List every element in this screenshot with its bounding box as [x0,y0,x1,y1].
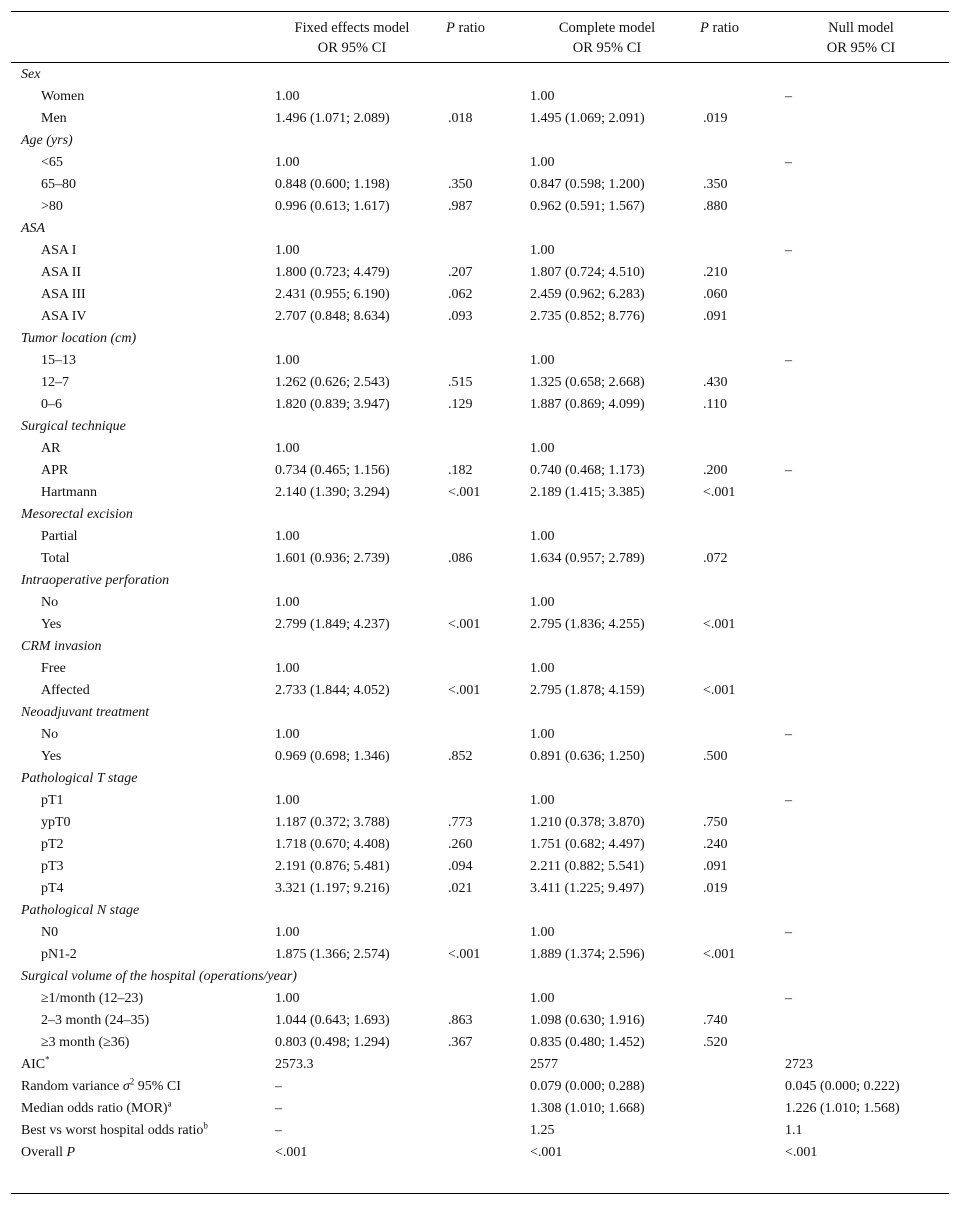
table-row [11,306,949,328]
fixed-effects-p: <.001 [448,947,481,962]
table-row [11,746,949,768]
row-label: Partial [41,529,78,544]
stat-label-text: Overall [21,1145,67,1160]
complete-model-p: .060 [703,287,728,302]
fixed-effects-or: 0.734 (0.465; 1.156) [275,463,390,478]
category-row [11,768,949,790]
fixed-effects-or: 1.00 [275,661,300,676]
table-row [11,372,949,394]
fixed-effects-or: 1.601 (0.936; 2.739) [275,551,390,566]
complete-model-p: .430 [703,375,728,390]
table-row [11,790,949,812]
table-row [11,680,949,702]
null-model-or: – [785,991,792,1006]
complete-model-p: .880 [703,199,728,214]
fixed-effects-or: 0.969 (0.698; 1.346) [275,749,390,764]
table-row [11,86,949,108]
table-row [11,240,949,262]
row-label: ≥1/month (12–23) [41,991,144,1006]
complete-model-or: 2577 [530,1057,558,1072]
complete-model-p: .210 [703,265,728,280]
row-label: pT4 [41,881,64,896]
complete-model-p: <.001 [703,617,736,632]
complete-model-p: .019 [703,881,728,896]
null-model-or: 1.1 [785,1123,803,1138]
complete-model-or: 1.495 (1.069; 2.091) [530,111,645,126]
fixed-effects-or: – [275,1079,282,1094]
table-row [11,196,949,218]
row-label: Free [41,661,66,676]
fixed-effects-p: .987 [448,199,473,214]
row-label: pT2 [41,837,64,852]
table-row [11,658,949,680]
table-row [11,614,949,636]
fixed-effects-or: 2.799 (1.849; 4.237) [275,617,390,632]
table-row [11,1032,949,1054]
header-p-italic: P [700,20,709,36]
header-fixed-effects-line2: OR 95% CI [317,40,387,56]
complete-model-or: 1.00 [530,595,555,610]
complete-model-or: 2.795 (1.878; 4.159) [530,683,645,698]
fixed-effects-p: .094 [448,859,473,874]
category-row [11,900,949,922]
row-label: 0–6 [41,397,62,412]
fixed-effects-p: .350 [448,177,473,192]
fixed-effects-or: 1.00 [275,155,300,170]
complete-model-or: 0.847 (0.598; 1.200) [530,177,645,192]
statistic-row [11,1076,949,1098]
fixed-effects-p: .260 [448,837,473,852]
table-row [11,988,949,1010]
table-row [11,284,949,306]
fixed-effects-p: .129 [448,397,473,412]
stat-label [21,1120,208,1142]
table-row [11,108,949,130]
complete-model-or: 2.735 (0.852; 8.776) [530,309,645,324]
row-label: Total [41,551,70,566]
complete-model-or: 1.00 [530,661,555,676]
complete-model-or: <.001 [530,1145,563,1160]
header-complete-line2: OR 95% CI [572,40,642,56]
table-row [11,944,949,966]
category-label: Mesorectal excision [21,507,133,522]
null-model-or: – [785,793,792,808]
fixed-effects-p: .018 [448,111,473,126]
category-label: Age (yrs) [21,133,73,148]
table-row [11,350,949,372]
fixed-effects-p: .515 [448,375,473,390]
category-label: Tumor location (cm) [21,331,137,346]
complete-model-p: .500 [703,749,728,764]
fixed-effects-or: 2573.3 [275,1057,314,1072]
category-label: Sex [21,67,41,82]
statistic-row [11,1142,949,1164]
category-label: Neoadjuvant treatment [21,705,150,720]
complete-model-or: 1.00 [530,925,555,940]
fixed-effects-or: 1.718 (0.670; 4.408) [275,837,390,852]
stat-label-text: AIC [21,1057,46,1072]
complete-model-or: 2.459 (0.962; 6.283) [530,287,645,302]
fixed-effects-or: 1.00 [275,991,300,1006]
header-null-model [781,18,941,58]
fixed-effects-or: 0.996 (0.613; 1.617) [275,199,390,214]
row-label: APR [41,463,69,478]
fixed-effects-or: 1.00 [275,529,300,544]
fixed-effects-p: .863 [448,1013,473,1028]
complete-model-or: 2.189 (1.415; 3.385) [530,485,645,500]
row-label: pN1-2 [41,947,77,962]
fixed-effects-p: .086 [448,551,473,566]
complete-model-p: .350 [703,177,728,192]
null-model-or: – [785,727,792,742]
fixed-effects-p: .207 [448,265,473,280]
table-row [11,812,949,834]
complete-model-p: .750 [703,815,728,830]
header-fixed-effects [272,18,432,58]
table-row [11,460,949,482]
complete-model-or: 1.00 [530,727,555,742]
row-label: No [41,595,59,610]
category-label: CRM invasion [21,639,102,654]
row-label: 65–80 [41,177,76,192]
complete-model-or: 2.211 (0.882; 5.541) [530,859,645,874]
stat-label-rest: 95% CI [134,1079,181,1094]
table-row [11,592,949,614]
header-p-rest: ratio [708,20,740,36]
category-row [11,966,949,988]
table-row [11,856,949,878]
footnote-marker: a [167,1098,172,1109]
header-p-rest: ratio [454,20,486,36]
complete-model-or: 1.00 [530,353,555,368]
fixed-effects-or: 1.262 (0.626; 2.543) [275,375,390,390]
fixed-effects-or: 2.431 (0.955; 6.190) [275,287,390,302]
complete-model-or: 1.210 (0.378; 3.870) [530,815,645,830]
null-model-or: <.001 [785,1145,818,1160]
complete-model-p: .520 [703,1035,728,1050]
category-row [11,636,949,658]
complete-model-or: 1.00 [530,529,555,544]
null-model-or: – [785,155,792,170]
fixed-effects-or: 1.00 [275,441,300,456]
row-label: Women [41,89,85,104]
complete-model-or: 0.740 (0.468; 1.173) [530,463,645,478]
table-row [11,922,949,944]
header-null-line2: OR 95% CI [826,40,896,56]
stat-label-text: Best vs worst hospital odds ratio [21,1123,204,1138]
category-label: ASA [21,221,46,236]
fixed-effects-or: 0.848 (0.600; 1.198) [275,177,390,192]
complete-model-or: 2.795 (1.836; 4.255) [530,617,645,632]
table-bottom-rule [11,1193,949,1194]
complete-model-p: .019 [703,111,728,126]
fixed-effects-p: .773 [448,815,473,830]
complete-model-or: 3.411 (1.225; 9.497) [530,881,645,896]
fixed-effects-or: 1.187 (0.372; 3.788) [275,815,390,830]
row-label: ASA III [41,287,86,302]
fixed-effects-p: .367 [448,1035,473,1050]
sigma-symbol: σ [122,1079,130,1094]
row-label: ASA IV [41,309,87,324]
row-label: Yes [41,617,62,632]
row-label: No [41,727,59,742]
fixed-effects-or: 1.00 [275,595,300,610]
fixed-effects-p: .021 [448,881,473,896]
category-row [11,504,949,526]
fixed-effects-p: .062 [448,287,473,302]
fixed-effects-or: 2.140 (1.390; 3.294) [275,485,390,500]
fixed-effects-or: 1.800 (0.723; 4.479) [275,265,390,280]
row-label: pT3 [41,859,64,874]
complete-model-p: <.001 [703,947,736,962]
row-label: 15–13 [41,353,76,368]
row-label: Affected [41,683,90,698]
row-label: <65 [41,155,63,170]
category-label: Intraoperative perforation [21,573,170,588]
stat-label-text: Median odds ratio (MOR) [21,1101,168,1116]
row-label: ≥3 month (≥36) [41,1035,130,1050]
complete-model-or: 1.00 [530,793,555,808]
null-model-or: – [785,243,792,258]
header-p-ratio-2 [700,18,770,38]
fixed-effects-or: 0.803 (0.498; 1.294) [275,1035,390,1050]
row-label: ASA II [41,265,82,280]
category-row [11,702,949,724]
complete-model-or: 1.308 (1.010; 1.668) [530,1101,645,1116]
table-row [11,526,949,548]
stat-label [21,1076,181,1098]
category-row [11,64,949,86]
complete-model-or: 1.634 (0.957; 2.789) [530,551,645,566]
category-row [11,570,949,592]
fixed-effects-p: <.001 [448,617,481,632]
fixed-effects-p: .182 [448,463,473,478]
row-label: ypT0 [41,815,71,830]
complete-model-p: .200 [703,463,728,478]
fixed-effects-or: – [275,1101,282,1116]
header-p-ratio-1 [446,18,516,38]
complete-model-or: 0.962 (0.591; 1.567) [530,199,645,214]
table-row [11,1010,949,1032]
row-label: AR [41,441,61,456]
table-row [11,174,949,196]
row-label: pT1 [41,793,64,808]
null-model-or: – [785,89,792,104]
stat-label [21,1054,50,1076]
complete-model-or: 1.807 (0.724; 4.510) [530,265,645,280]
fixed-effects-or: – [275,1123,282,1138]
statistic-row [11,1054,949,1076]
complete-model-p: .110 [703,397,727,412]
fixed-effects-or: 1.00 [275,793,300,808]
complete-model-or: 1.325 (0.658; 2.668) [530,375,645,390]
complete-model-p: <.001 [703,683,736,698]
italic-p: P [66,1145,76,1160]
row-label: Yes [41,749,62,764]
header-complete-line1: Complete model [558,20,656,36]
category-label: Surgical volume of the hospital (operations/year) [21,969,297,984]
category-row [11,416,949,438]
category-label: Pathological T stage [21,771,138,786]
complete-model-or: 1.887 (0.869; 4.099) [530,397,645,412]
fixed-effects-or: <.001 [275,1145,308,1160]
fixed-effects-p: .852 [448,749,473,764]
table-header-rule [11,62,949,63]
table-row [11,724,949,746]
complete-model-or: 1.00 [530,441,555,456]
category-row [11,328,949,350]
footnote-marker: * [45,1054,50,1065]
complete-model-p: .240 [703,837,728,852]
table-row [11,152,949,174]
complete-model-or: 1.00 [530,155,555,170]
complete-model-p: .091 [703,309,728,324]
fixed-effects-or: 1.044 (0.643; 1.693) [275,1013,390,1028]
table-row [11,834,949,856]
fixed-effects-or: 1.00 [275,243,300,258]
complete-model-p: <.001 [703,485,736,500]
row-label: >80 [41,199,63,214]
null-model-or: – [785,353,792,368]
table-row [11,878,949,900]
row-label: N0 [41,925,59,940]
complete-model-or: 1.098 (0.630; 1.916) [530,1013,645,1028]
row-label: 12–7 [41,375,69,390]
table-row [11,394,949,416]
sigma-superscript: 2 [129,1076,135,1087]
fixed-effects-or: 2.733 (1.844; 4.052) [275,683,390,698]
null-model-or: 0.045 (0.000; 0.222) [785,1079,900,1094]
stat-label-text: Random variance [21,1079,123,1094]
header-fixed-effects-line1: Fixed effects model [294,20,410,36]
fixed-effects-or: 2.707 (0.848; 8.634) [275,309,390,324]
complete-model-p: .072 [703,551,728,566]
null-model-or: 2723 [785,1057,813,1072]
complete-model-or: 0.079 (0.000; 0.288) [530,1079,645,1094]
table-top-rule [11,11,949,12]
category-row [11,218,949,240]
table-row [11,482,949,504]
row-label: ASA I [41,243,77,258]
header-complete-model [527,18,687,58]
complete-model-or: 1.00 [530,243,555,258]
complete-model-or: 1.25 [530,1123,555,1138]
null-model-or: – [785,925,792,940]
complete-model-or: 1.751 (0.682; 4.497) [530,837,645,852]
row-label: Men [41,111,67,126]
fixed-effects-or: 1.00 [275,925,300,940]
complete-model-or: 1.889 (1.374; 2.596) [530,947,645,962]
statistic-row [11,1120,949,1142]
category-row [11,130,949,152]
fixed-effects-or: 2.191 (0.876; 5.481) [275,859,390,874]
null-model-or: 1.226 (1.010; 1.568) [785,1101,900,1116]
fixed-effects-or: 3.321 (1.197; 9.216) [275,881,390,896]
fixed-effects-or: 1.00 [275,727,300,742]
table-row [11,548,949,570]
statistic-row [11,1098,949,1120]
complete-model-or: 1.00 [530,89,555,104]
complete-model-or: 0.891 (0.636; 1.250) [530,749,645,764]
fixed-effects-p: .093 [448,309,473,324]
table-row [11,438,949,460]
null-model-or: – [785,463,792,478]
fixed-effects-p: <.001 [448,485,481,500]
header-null-line1: Null model [828,20,894,36]
table-row [11,262,949,284]
fixed-effects-or: 1.496 (1.071; 2.089) [275,111,390,126]
category-label: Pathological N stage [21,903,140,918]
row-label: 2–3 month (24–35) [41,1013,150,1028]
category-label: Surgical technique [21,419,126,434]
complete-model-or: 1.00 [530,991,555,1006]
complete-model-p: .740 [703,1013,728,1028]
complete-model-p: .091 [703,859,728,874]
fixed-effects-or: 1.00 [275,353,300,368]
fixed-effects-or: 1.00 [275,89,300,104]
fixed-effects-or: 1.875 (1.366; 2.574) [275,947,390,962]
fixed-effects-p: <.001 [448,683,481,698]
fixed-effects-or: 1.820 (0.839; 3.947) [275,397,390,412]
stat-label [21,1098,172,1120]
row-label: Hartmann [41,485,97,500]
complete-model-or: 0.835 (0.480; 1.452) [530,1035,645,1050]
footnote-marker: b [203,1120,208,1131]
stat-label [21,1142,75,1164]
header-p-italic: P [446,20,455,36]
